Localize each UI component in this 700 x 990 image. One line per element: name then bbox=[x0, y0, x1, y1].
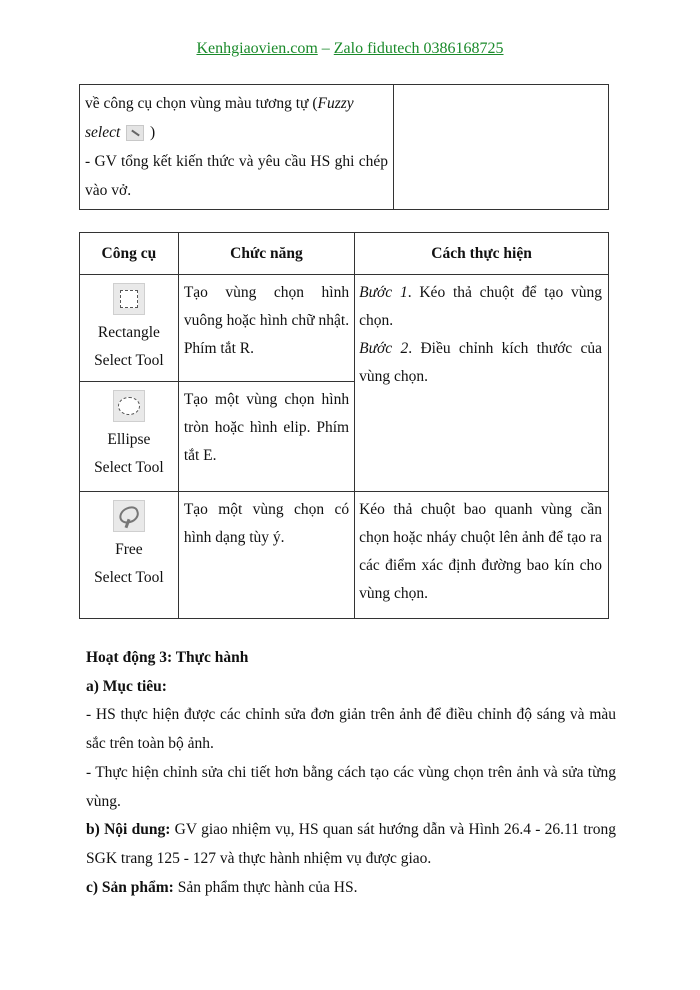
product-text: Sản phẩm thực hành của HS. bbox=[173, 878, 358, 896]
fuzzy-close-paren: ) bbox=[150, 124, 156, 141]
function-cell: Tạo một vùng chọn có hình dạng tùy ý. bbox=[178, 492, 354, 619]
contact-link[interactable]: Zalo fidutech 0386168725 bbox=[333, 40, 504, 57]
tool-cell-free bbox=[80, 492, 179, 619]
table-row bbox=[80, 492, 609, 619]
ellipse-select-icon bbox=[113, 390, 145, 422]
header-separator: – bbox=[321, 40, 330, 57]
table-row bbox=[80, 275, 609, 382]
tool-cell-rectangle bbox=[80, 275, 179, 382]
function-cell: Tạo một vùng chọn hình tròn hoặc hình elip. Phím tắt E. bbox=[178, 382, 354, 492]
header-function: Chức năng bbox=[178, 233, 354, 275]
content-label: b) Nội dung: bbox=[86, 821, 171, 839]
function-cell: Tạo vùng chọn hình vuông hoặc hình chữ nhật. Phím tắt R. bbox=[178, 275, 354, 382]
teacher-activity-cell bbox=[80, 85, 394, 210]
goal-item: - Thực hiện chỉnh sửa chi tiết hơn bằng cách tạo các vùng chọn trên ảnh và sửa từng vùng. bbox=[86, 763, 616, 810]
table-header-row bbox=[80, 233, 609, 275]
header-how: Cách thực hiện bbox=[355, 233, 609, 275]
selection-tools-table bbox=[79, 232, 609, 619]
how-cell: Kéo thả chuột bao quanh vùng cần chọn hoặc nháy chuột lên ảnh để tạo ra các điểm xác định đường bao kín cho vùng chọn. bbox=[355, 492, 609, 619]
activity-title: Hoạt động 3: Thực hành bbox=[86, 649, 249, 666]
goal-label: a) Mục tiêu: bbox=[86, 677, 167, 695]
student-activity-cell bbox=[394, 85, 609, 210]
fuzzy-italic-1: Fuzzy bbox=[317, 95, 354, 112]
tool-name-line2: Select Tool bbox=[94, 352, 164, 369]
content-text: GV giao nhiệm vụ, HS quan sát hướng dẫn và Hình 26.4 - 26.11 trong SGK trang 125 - 127 và thực hành nhiệm vụ được giao. bbox=[86, 821, 616, 867]
tool-name-line2: Select Tool bbox=[94, 459, 164, 476]
tool-name-line1: Free bbox=[115, 541, 143, 558]
activity-section bbox=[86, 644, 616, 902]
step1-text: . Kéo thả chuột để tạo vùng chọn. bbox=[359, 284, 603, 329]
product-label: c) Sản phẩm: bbox=[86, 878, 174, 896]
summary-text: - GV tổng kết kiến thức và yêu cầu HS ghi chép vào vở. bbox=[85, 153, 388, 199]
continued-lesson-table bbox=[79, 84, 609, 210]
step2-label: Bước 2 bbox=[359, 340, 409, 357]
goal-item: - HS thực hiện được các chỉnh sửa đơn giản trên ảnh để điều chỉnh độ sáng và màu sắc trên toàn bộ ảnh. bbox=[86, 706, 616, 753]
step1-label: Bước 1 bbox=[359, 284, 408, 301]
product-paragraph bbox=[86, 874, 616, 903]
fuzzy-intro-text: về công cụ chọn vùng màu tương tự ( bbox=[85, 95, 318, 112]
tool-cell-ellipse bbox=[80, 382, 179, 492]
content-paragraph bbox=[86, 816, 616, 873]
tool-name-line1: Rectangle bbox=[97, 324, 160, 341]
shared-how-cell bbox=[355, 275, 609, 492]
page-header bbox=[0, 40, 700, 58]
fuzzy-italic-2: select bbox=[85, 124, 121, 141]
tool-name-line2: Select Tool bbox=[94, 569, 164, 586]
rectangle-select-icon bbox=[113, 283, 145, 315]
tool-name-line1: Ellipse bbox=[107, 431, 151, 448]
free-select-icon bbox=[113, 500, 145, 532]
step2-text: . Điều chỉnh kích thước của vùng chọn. bbox=[359, 340, 602, 385]
fuzzy-select-icon bbox=[126, 125, 144, 141]
header-tool: Công cụ bbox=[80, 233, 179, 275]
site-link[interactable]: Kenhgiaovien.com bbox=[196, 40, 318, 57]
